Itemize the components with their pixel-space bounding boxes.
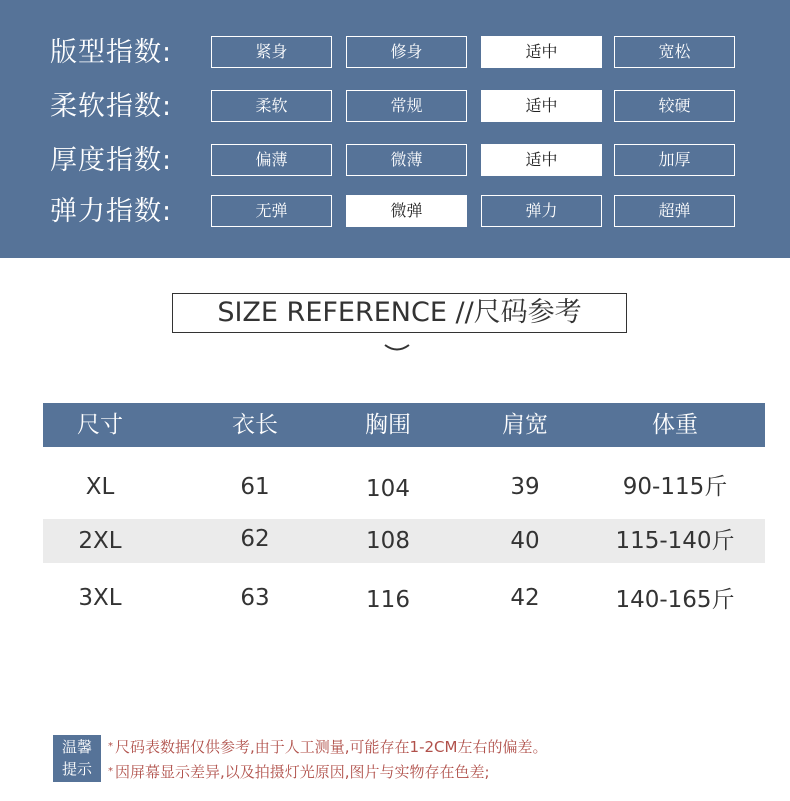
cell-weight: 140-165斤 — [615, 587, 735, 613]
softness-index-label: 柔软指数: — [50, 91, 173, 122]
fit-option: 修身 — [346, 36, 467, 68]
header-size: 尺寸 — [77, 412, 123, 438]
softness-option-selected: 适中 — [481, 90, 602, 122]
elasticity-index-label: 弹力指数: — [50, 196, 173, 227]
softness-index-row — [0, 90, 790, 124]
elasticity-option-selected: 微弹 — [346, 195, 467, 227]
note-text: 因屏幕显示差异,以及拍摄灯光原因,图片与实物存在色差; — [115, 763, 490, 781]
tip-badge-line: 温馨 — [61, 738, 92, 756]
cell-length: 61 — [240, 474, 270, 500]
chevron-down-icon — [384, 343, 410, 353]
softness-option: 较硬 — [614, 90, 735, 122]
fit-option: 宽松 — [614, 36, 735, 68]
fit-option: 紧身 — [211, 36, 332, 68]
note-line — [108, 761, 490, 782]
thickness-option-selected: 适中 — [481, 144, 602, 176]
softness-option: 常规 — [346, 90, 467, 122]
asterisk-icon: * — [108, 766, 113, 777]
cell-shoulder: 40 — [510, 528, 540, 554]
elasticity-option: 超弹 — [614, 195, 735, 227]
cell-length: 62 — [240, 526, 270, 552]
fit-option-selected: 适中 — [481, 36, 602, 68]
header-shoulder: 肩宽 — [502, 412, 548, 438]
thickness-option: 微薄 — [346, 144, 467, 176]
cell-chest: 104 — [366, 476, 410, 502]
cell-length: 63 — [240, 585, 270, 611]
elasticity-option: 无弹 — [211, 195, 332, 227]
cell-chest: 116 — [366, 587, 410, 613]
tip-badge-line: 提示 — [61, 760, 92, 778]
table-row — [43, 519, 765, 563]
size-reference-title: SIZE REFERENCE //尺码参考 — [172, 293, 627, 333]
cell-size: 2XL — [78, 528, 122, 554]
cell-size: XL — [85, 474, 115, 500]
elasticity-index-row — [0, 195, 790, 229]
header-chest: 胸围 — [365, 412, 411, 438]
note-line — [108, 736, 547, 757]
fit-index-row — [0, 36, 790, 70]
header-weight: 体重 — [652, 412, 698, 438]
thickness-index-row — [0, 144, 790, 178]
cell-shoulder: 42 — [510, 585, 540, 611]
fit-index-label: 版型指数: — [50, 37, 173, 68]
header-length: 衣长 — [232, 412, 278, 438]
thickness-option: 加厚 — [614, 144, 735, 176]
softness-option: 柔软 — [211, 90, 332, 122]
table-row — [43, 576, 765, 620]
table-row — [43, 465, 765, 509]
cell-size: 3XL — [78, 585, 122, 611]
thickness-option: 偏薄 — [211, 144, 332, 176]
asterisk-icon: * — [108, 741, 113, 752]
product-index-panel — [0, 0, 790, 258]
note-text: 尺码表数据仅供参考,由于人工测量,可能存在1-2CM左右的偏差。 — [115, 738, 548, 756]
size-table-header — [43, 403, 765, 447]
cell-weight: 90-115斤 — [622, 474, 728, 500]
elasticity-option: 弹力 — [481, 195, 602, 227]
tip-badge — [53, 735, 101, 782]
cell-weight: 115-140斤 — [615, 528, 735, 554]
cell-shoulder: 39 — [510, 474, 540, 500]
cell-chest: 108 — [366, 528, 410, 554]
thickness-index-label: 厚度指数: — [50, 145, 173, 176]
